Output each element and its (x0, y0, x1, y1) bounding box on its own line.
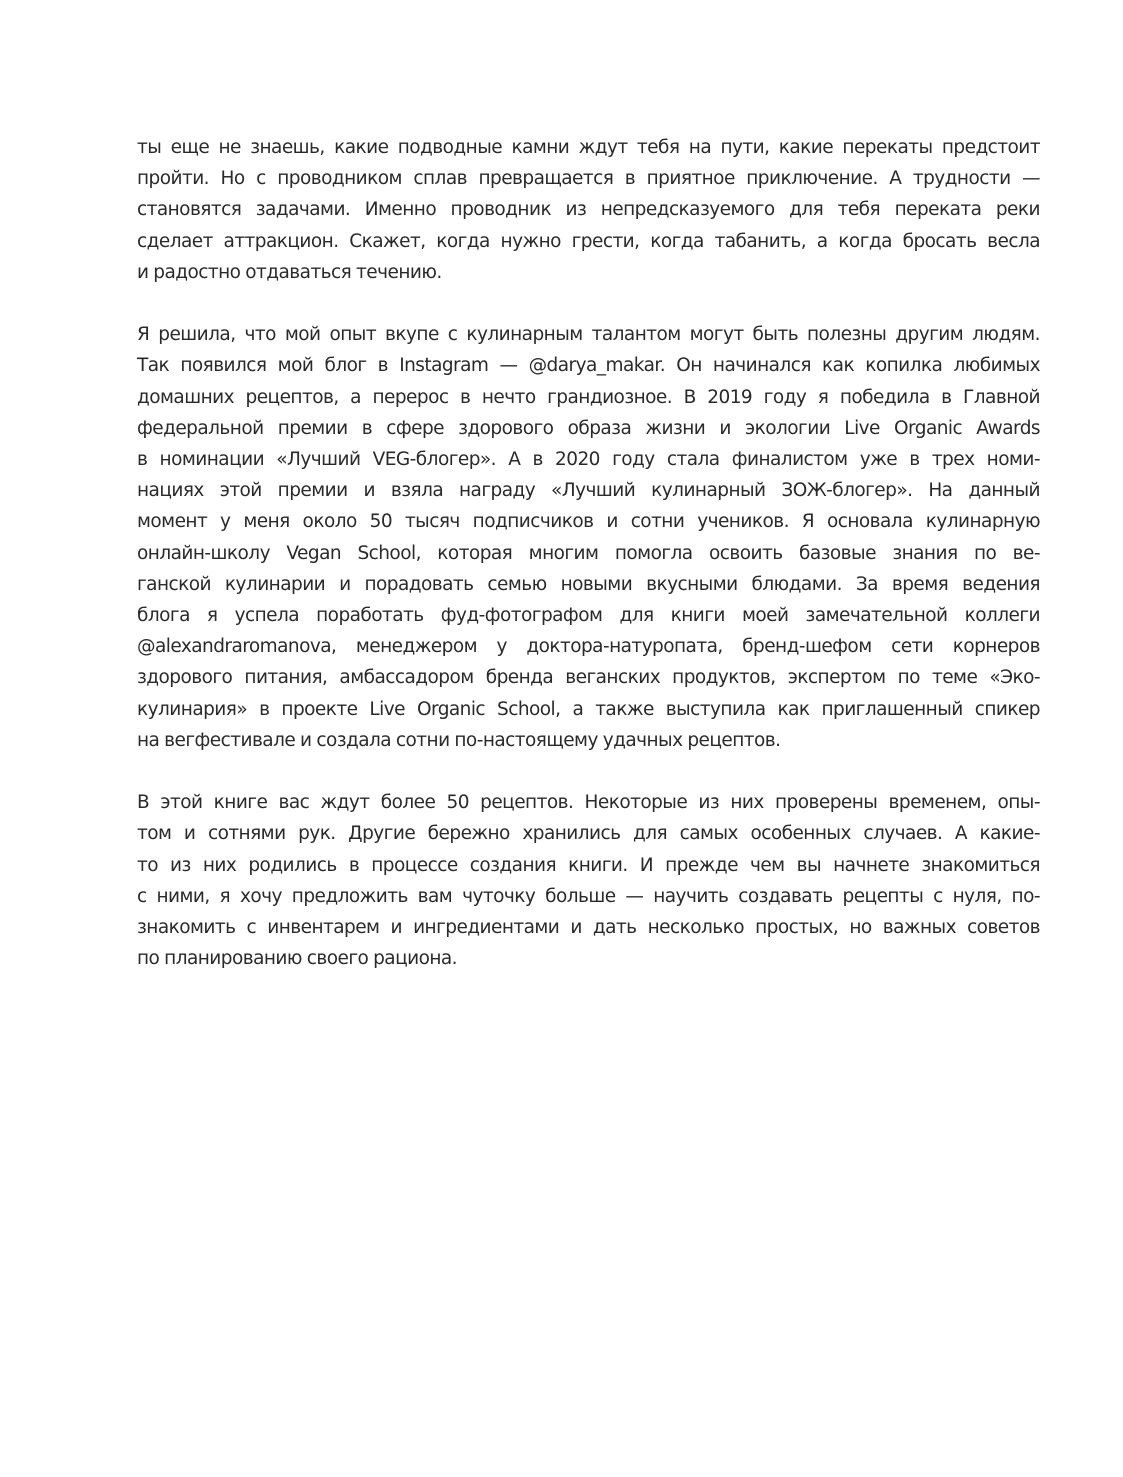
text-line: здорового питания, амбассадором бренда веганских продуктов, экспертом по теме «Эко- (137, 667, 1040, 689)
paragraph-3 (137, 787, 1040, 974)
text-line: и радостно отдаваться течению. (137, 261, 442, 283)
text-line: в номинации «Лучший VEG-блогер». А в 2020 году стала финалистом уже в трех номи- (137, 449, 1040, 471)
text-line: блога я успела поработать фуд-фотографом для книги моей замечательной коллеги (137, 605, 1040, 627)
text-line: на вегфестивале и создала сотни по-настоящему удачных рецептов. (137, 729, 781, 751)
paragraph-spacer (137, 288, 1040, 319)
text-line: момент у меня около 50 тысяч подписчиков и сотни учеников. Я основала кулинарную (137, 511, 1040, 533)
text-line: пройти. Но с проводником сплав превращается в приятное приключение. А трудности — (137, 168, 1040, 190)
text-line: становятся задачами. Именно проводник из непредсказуемого для тебя переката реки (137, 199, 1040, 221)
paragraph-2 (137, 319, 1040, 756)
text-line: домашних рецептов, а перерос в нечто грандиозное. В 2019 году я победила в Главной (137, 386, 1040, 408)
text-line: нациях этой премии и взяла награду «Лучший кулинарный ЗОЖ-блогер». На данный (137, 480, 1040, 502)
body-text (137, 132, 1040, 974)
text-line: @alexandraromanova, менеджером у доктора-натуропата, бренд-шефом сети корнеров (137, 636, 1040, 658)
text-line: знакомить с инвентарем и ингредиентами и дать несколько простых, но важных советов (137, 917, 1040, 939)
text-line: кулинария» в проекте Live Organic School, а также выступила как приглашенный спикер (137, 698, 1040, 720)
text-line: ты еще не знаешь, какие подводные камни ждут тебя на пути, какие перекаты предстоит (137, 137, 1040, 158)
paragraph-spacer (137, 756, 1040, 787)
text-line: онлайн-школу Vegan School, которая многим помогла освоить базовые знания по ве- (137, 542, 1040, 564)
text-line: с ними, я хочу предложить вам чуточку больше — научить создавать рецепты с нуля, по- (137, 885, 1040, 907)
text-line: то из них родились в процессе создания книги. И прежде чем вы начнете знакомиться (137, 854, 1040, 876)
paragraph-1 (137, 132, 1040, 288)
text-line: по планированию своего рациона. (137, 948, 458, 970)
text-line: ганской кулинарии и порадовать семью новыми вкусными блюдами. За время ведения (137, 573, 1040, 595)
text-line: В этой книге вас ждут более 50 рецептов. Некоторые из них проверены временем, опы- (137, 792, 1040, 814)
text-line: Так появился мой блог в Instagram — @darya_makar. Он начинался как копилка любимых (137, 355, 1040, 377)
text-line: федеральной премии в сфере здорового образа жизни и экологии Live Organic Awards (137, 417, 1040, 439)
text-line: Я решила, что мой опыт вкупе с кулинарным талантом могут быть полезны другим людям. (137, 324, 1040, 346)
text-line: том и сотнями рук. Другие бережно хранились для самых особенных случаев. А какие- (137, 823, 1040, 845)
text-line: сделает аттракцион. Скажет, когда нужно грести, когда табанить, а когда бросать весла (137, 230, 1040, 252)
